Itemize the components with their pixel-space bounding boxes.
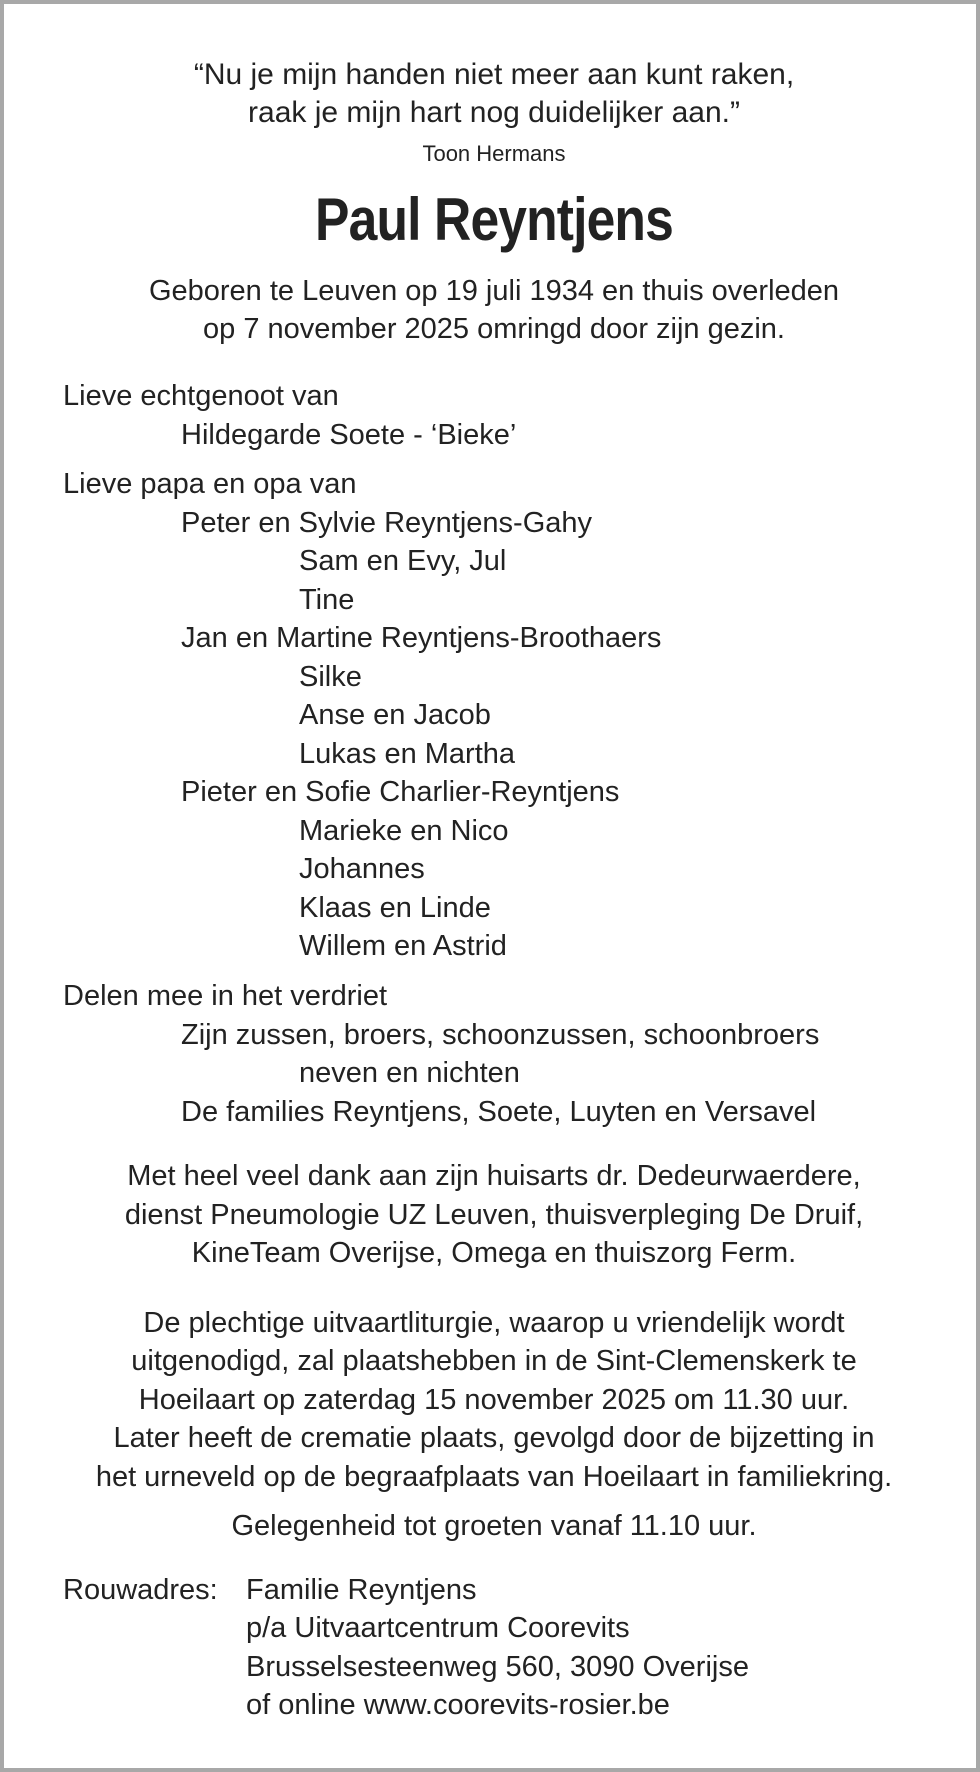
children-heading: Lieve papa en opa van: [63, 468, 357, 500]
spouse-name: Hildegarde Soete - ‘Bieke’: [181, 419, 517, 451]
grandchild: Anse en Jacob: [299, 699, 491, 731]
thanks-line-1: Met heel veel dank aan zijn huisarts dr. Dedeurwaerdere,: [127, 1160, 861, 1192]
child-family-1: Peter en Sylvie Reyntjens-Gahy: [181, 507, 593, 539]
funeral-line-4: Later heeft de crematie plaats, gevolgd door de bijzetting in: [113, 1422, 875, 1454]
grandchild: Marieke en Nico: [299, 815, 509, 847]
grandchild: Sam en Evy, Jul: [299, 545, 507, 577]
grief-line-2: neven en nichten: [299, 1057, 520, 1089]
quote-line-2: raak je mijn hart nog duidelijker aan.”: [248, 96, 740, 129]
greeting: Gelegenheid tot groeten vanaf 11.10 uur.: [231, 1510, 757, 1542]
funeral-line-5: het urneveld op de begraafplaats van Hoeilaart in familiekring.: [95, 1461, 893, 1493]
grandchild: Silke: [299, 661, 362, 693]
address-line: of online www.coorevits-rosier.be: [246, 1689, 670, 1721]
child-family-3: Pieter en Sofie Charlier-Reyntjens: [181, 776, 620, 808]
grandchild: Lukas en Martha: [299, 738, 516, 770]
birth-death-line-2: op 7 november 2025 omringd door zijn gezin.: [203, 313, 785, 345]
address-line: Familie Reyntjens: [246, 1574, 477, 1606]
quote-author: Toon Hermans: [422, 141, 566, 166]
grandchild: Tine: [299, 584, 355, 616]
address-label: Rouwadres:: [63, 1574, 218, 1606]
funeral-line-1: De plechtige uitvaartliturgie, waarop u vriendelijk wordt: [143, 1307, 845, 1339]
thanks-line-3: KineTeam Overijse, Omega en thuiszorg Ferm.: [191, 1237, 797, 1269]
quote-line-1: “Nu je mijn handen niet meer aan kunt raken,: [193, 58, 795, 91]
grandchild: Klaas en Linde: [299, 892, 491, 924]
thanks-line-2: dienst Pneumologie UZ Leuven, thuisverpleging De Druif,: [124, 1199, 864, 1231]
child-family-2: Jan en Martine Reyntjens-Broothaers: [181, 622, 662, 654]
funeral-line-3: Hoeilaart op zaterdag 15 november 2025 om 11.30 uur.: [138, 1384, 850, 1416]
grief-line-1: Zijn zussen, broers, schoonzussen, schoonbroers: [181, 1019, 820, 1051]
grief-heading: Delen mee in het verdriet: [63, 980, 387, 1012]
address-line: Brusselsesteenweg 560, 3090 Overijse: [246, 1651, 749, 1683]
grandchild: Willem en Astrid: [299, 930, 507, 962]
deceased-name: Paul Reyntjens: [315, 186, 673, 253]
spouse-heading: Lieve echtgenoot van: [63, 380, 339, 412]
grandchild: Johannes: [299, 853, 425, 885]
funeral-line-2: uitgenodigd, zal plaatshebben in de Sint-Clemenskerk te: [131, 1345, 857, 1377]
address-line: p/a Uitvaartcentrum Coorevits: [246, 1612, 630, 1644]
birth-death-line-1: Geboren te Leuven op 19 juli 1934 en thuis overleden: [148, 275, 840, 307]
deceased-name-wrapper: [8, 185, 980, 255]
grief-line-3: De families Reyntjens, Soete, Luyten en Versavel: [181, 1096, 817, 1128]
